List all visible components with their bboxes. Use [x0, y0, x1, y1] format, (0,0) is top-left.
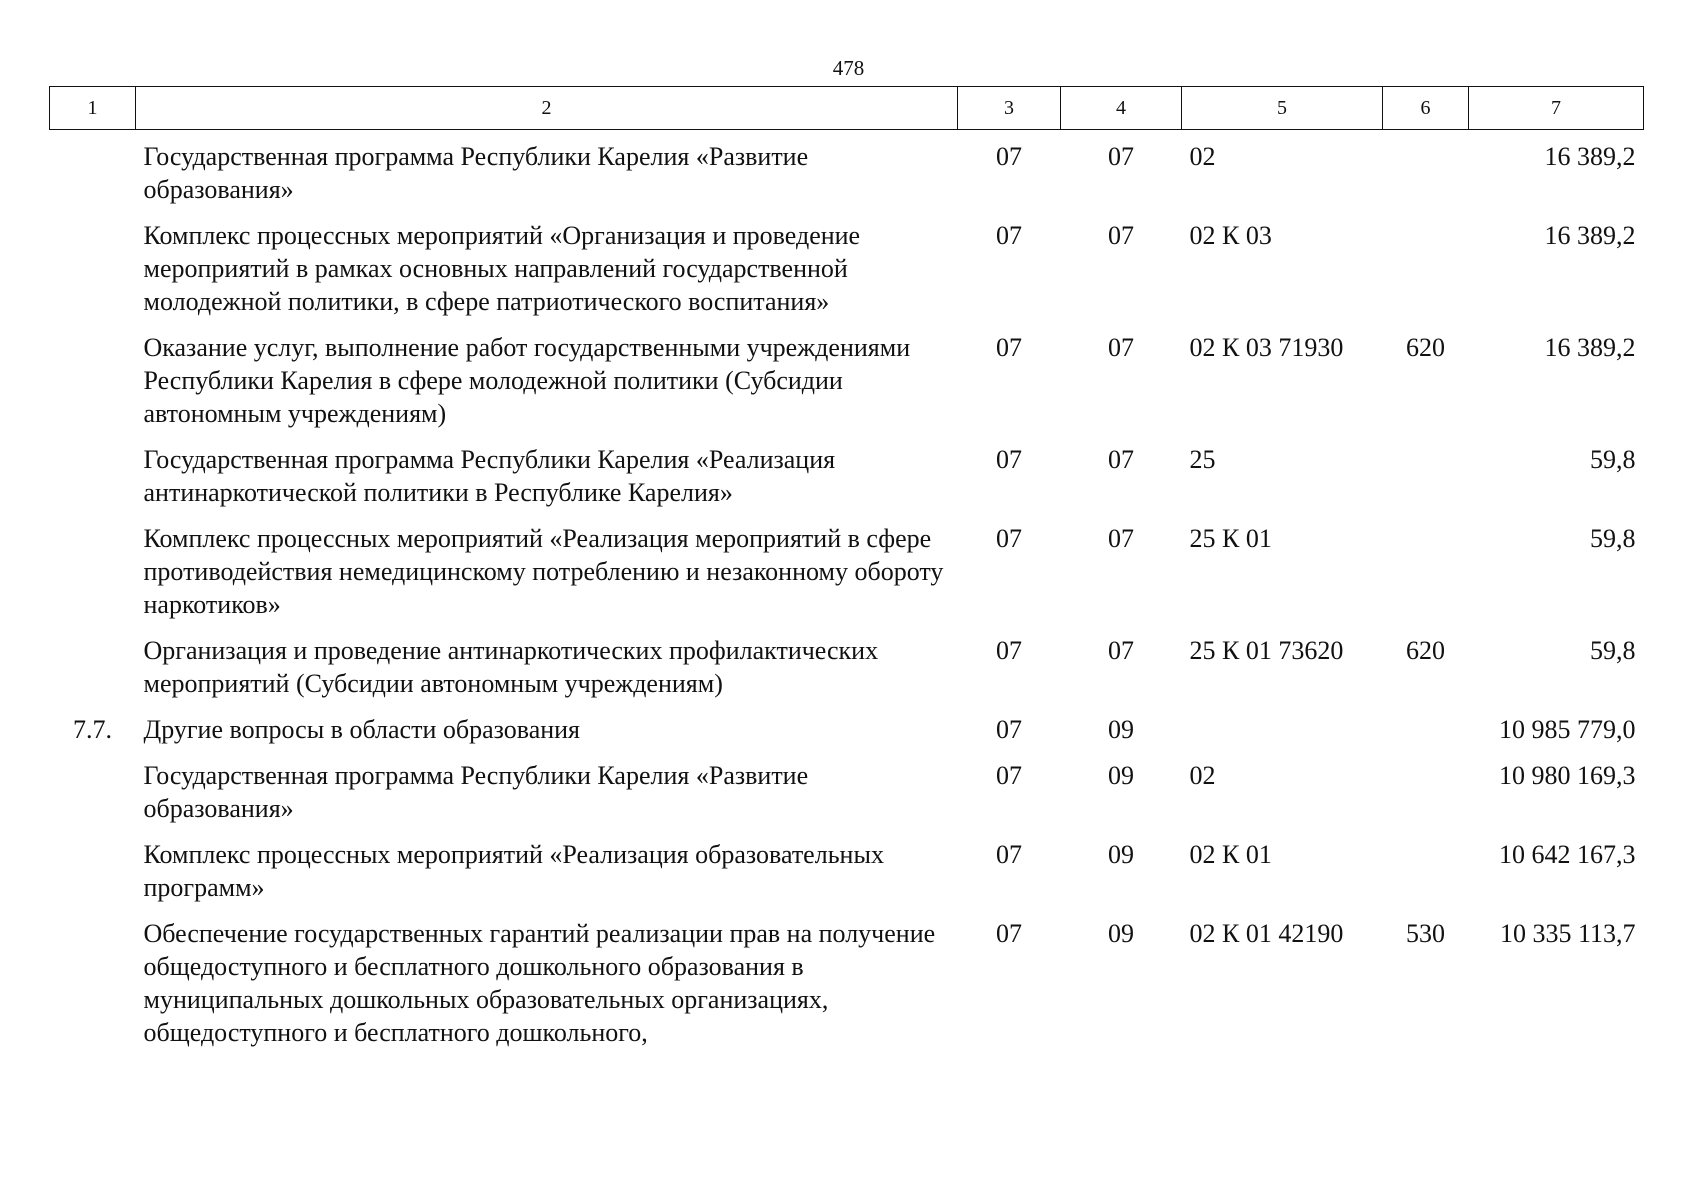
table-row [50, 509, 1644, 621]
header-cell-3: 3 [958, 87, 1061, 130]
header-cell-6: 6 [1383, 87, 1469, 130]
row-amount: 16 389,2 [1544, 333, 1636, 362]
table-row [50, 621, 1644, 700]
row-name: Государственная программа Республики Карелия «Развитие образования» [143, 142, 809, 204]
row-name: Государственная программа Республики Карелия «Развитие образования» [143, 761, 809, 823]
row-amount: 16 389,2 [1544, 221, 1636, 250]
table-row [50, 904, 1644, 1049]
row-name: Обеспечение государственных гарантий реализации прав на получение общедоступного и бесплатного дошкольного образования в муниципальных дошкольных образовательных организациях, общедоступного и бесплатного дошкольного, [143, 919, 936, 1047]
row-number [50, 130, 136, 207]
row-name: Другие вопросы в области образования [143, 715, 581, 744]
row-name: Оказание услуг, выполнение работ государственными учреждениями Республики Карелия в сфере молодежной политики (Субсидии автономным учреждениям) [143, 333, 911, 428]
row-expense-type: 530 [1406, 919, 1445, 948]
table-row [50, 825, 1644, 904]
row-target-code: 02 К 03 [1189, 221, 1272, 250]
row-subsection: 07 [1108, 524, 1134, 553]
table-row [50, 430, 1644, 509]
row-target-code [1182, 700, 1383, 746]
row-target-code: 02 [1189, 761, 1216, 790]
row-number [50, 825, 136, 904]
row-number [50, 318, 136, 430]
row-amount: 10 642 167,3 [1499, 840, 1636, 869]
row-subsection: 09 [1108, 840, 1134, 869]
header-cell-2: 2 [136, 87, 958, 130]
row-number [50, 430, 136, 509]
row-expense-type [1383, 700, 1469, 746]
row-subsection: 07 [1108, 333, 1134, 362]
row-target-code: 02 [1189, 142, 1216, 171]
table-body [50, 130, 1644, 1050]
row-section: 07 [996, 715, 1022, 744]
row-amount: 16 389,2 [1544, 142, 1636, 171]
row-section: 07 [996, 445, 1022, 474]
row-section: 07 [996, 636, 1022, 665]
row-amount: 59,8 [1590, 636, 1636, 665]
table-row [50, 130, 1644, 207]
row-subsection: 07 [1108, 445, 1134, 474]
table-row [50, 206, 1644, 318]
row-number [50, 509, 136, 621]
row-target-code: 02 К 01 42190 [1189, 919, 1344, 948]
row-amount: 10 980 169,3 [1499, 761, 1636, 790]
row-expense-type [1383, 509, 1469, 621]
row-number: 7.7. [73, 715, 112, 744]
row-number [50, 206, 136, 318]
row-number [50, 621, 136, 700]
row-name: Организация и проведение антинаркотических профилактических мероприятий (Субсидии автономным учреждениям) [143, 636, 879, 698]
header-cell-7: 7 [1469, 87, 1644, 130]
row-subsection: 09 [1108, 919, 1134, 948]
row-number [50, 904, 136, 1049]
row-target-code: 25 К 01 73620 [1189, 636, 1344, 665]
row-amount: 59,8 [1590, 524, 1636, 553]
header-cell-5: 5 [1182, 87, 1383, 130]
row-expense-type [1383, 130, 1469, 207]
table-row [50, 700, 1644, 746]
row-name: Комплекс процессных мероприятий «Реализация мероприятий в сфере противодействия немедицинскому потреблению и незаконному обороту наркотиков» [143, 524, 944, 619]
row-expense-type [1383, 746, 1469, 825]
row-name: Комплекс процессных мероприятий «Организация и проведение мероприятий в рамках основных направлений государственной молодежной политики, в сфере патриотического воспитания» [143, 221, 861, 316]
row-section: 07 [996, 761, 1022, 790]
row-amount: 10 985 779,0 [1499, 715, 1636, 744]
table-row [50, 746, 1644, 825]
table-row [50, 318, 1644, 430]
page-number: 478 [832, 56, 865, 80]
row-subsection: 07 [1108, 142, 1134, 171]
row-number [50, 746, 136, 825]
table-header [50, 87, 1644, 130]
row-expense-type: 620 [1406, 333, 1445, 362]
row-section: 07 [996, 840, 1022, 869]
header-cell-1: 1 [50, 87, 136, 130]
row-section: 07 [996, 142, 1022, 171]
row-name: Комплекс процессных мероприятий «Реализация образовательных программ» [143, 840, 884, 902]
row-target-code: 02 К 01 [1189, 840, 1272, 869]
row-section: 07 [996, 221, 1022, 250]
row-name: Государственная программа Республики Карелия «Реализация антинаркотической политики в Республике Карелия» [143, 445, 836, 507]
row-target-code: 25 [1189, 445, 1216, 474]
row-amount: 59,8 [1590, 445, 1636, 474]
row-section: 07 [996, 919, 1022, 948]
row-subsection: 07 [1108, 221, 1134, 250]
row-target-code: 02 К 03 71930 [1189, 333, 1344, 362]
row-amount: 10 335 113,7 [1499, 919, 1636, 948]
row-section: 07 [996, 333, 1022, 362]
row-section: 07 [996, 524, 1022, 553]
row-subsection: 09 [1108, 715, 1134, 744]
row-expense-type: 620 [1406, 636, 1445, 665]
row-expense-type [1383, 825, 1469, 904]
budget-table [49, 86, 1644, 1049]
row-expense-type [1383, 430, 1469, 509]
row-target-code: 25 К 01 [1189, 524, 1272, 553]
header-cell-4: 4 [1061, 87, 1182, 130]
row-subsection: 09 [1108, 761, 1134, 790]
row-subsection: 07 [1108, 636, 1134, 665]
row-expense-type [1383, 206, 1469, 318]
